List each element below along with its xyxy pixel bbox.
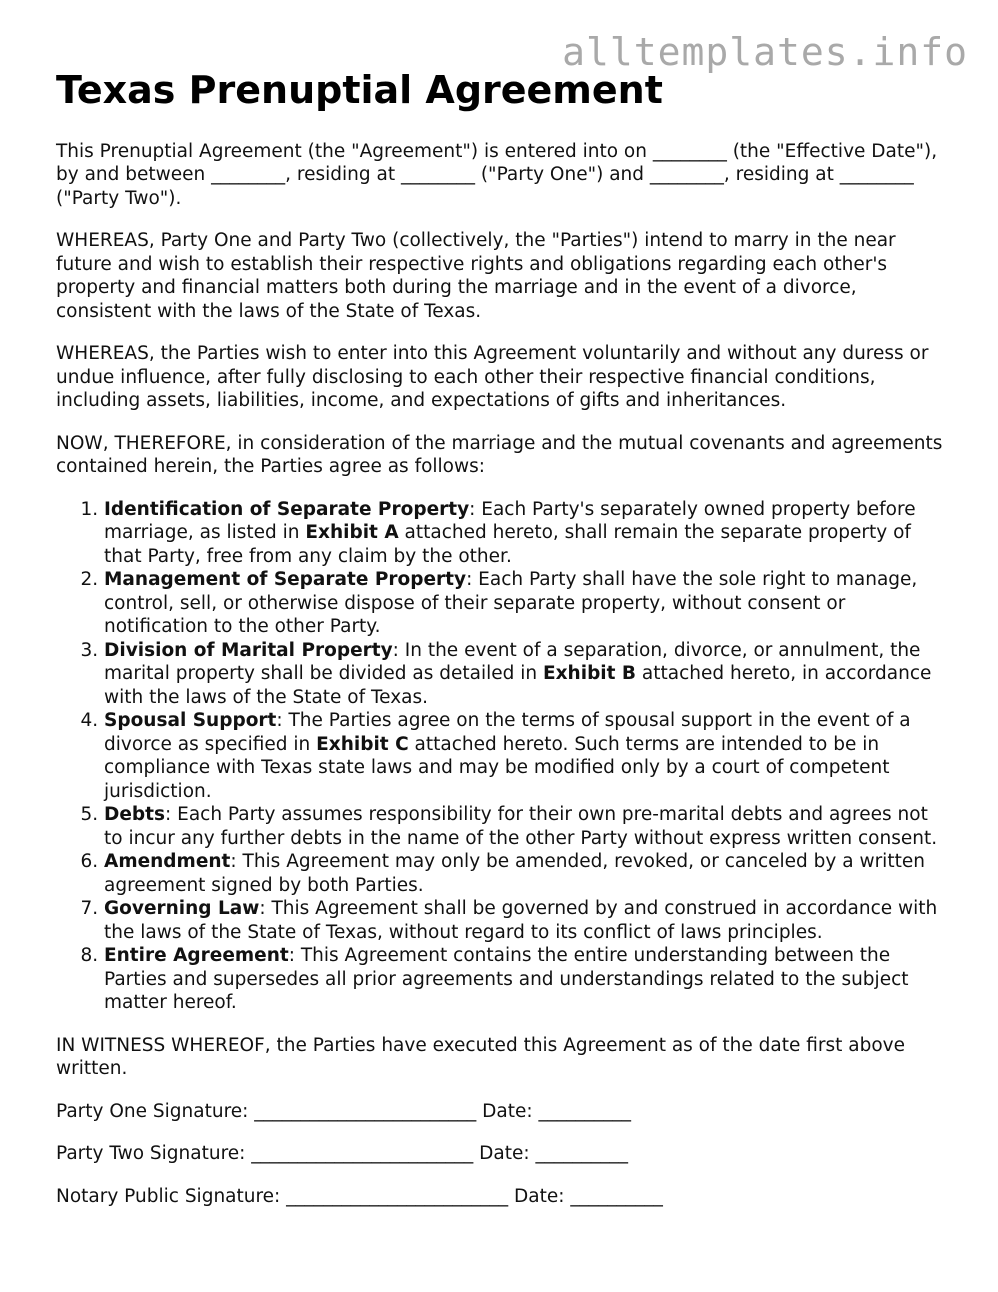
intro-paragraph: This Prenuptial Agreement (the "Agreement") is entered into on ________ (the "Effective Date"), by and between ________, residing at ________ ("Party One") and ________, residing at ________ ("Party Two"). (56, 140, 938, 209)
witness-paragraph: IN WITNESS WHEREOF, the Parties have executed this Agreement as of the date first above written. (56, 1034, 905, 1080)
clause-item: 4. Spousal Support: The Parties agree on the terms of spousal support in the event of a divorce as specified in Exhibit C attached hereto. Such terms are intended to be in compliance with Texas state laws and may be modified only by a court of competent jurisdiction. (104, 709, 946, 803)
clause-heading: Identification of Separate Property (104, 498, 470, 520)
clause-item: 7. Governing Law: This Agreement shall be governed by and construed in accordance with the laws of the State of Texas, without regard to its conflict of laws principles. (104, 897, 946, 944)
signature-line-notary: Notary Public Signature: ________________________ Date: __________ (56, 1185, 663, 1207)
exhibit-reference: Exhibit C (316, 733, 409, 755)
clause-heading: Debts (104, 804, 166, 826)
document-page (56, 70, 946, 1227)
clause-item: 3. Division of Marital Property: In the event of a separation, divorce, or annulment, the marital property shall be divided as detailed in Exhibit B attached hereto, in accordance with the laws of the State of Texas. (104, 639, 946, 710)
clause-item: 6. Amendment: This Agreement may only be amended, revoked, or canceled by a written agreement signed by both Parties. (104, 850, 946, 897)
clause-heading: Spousal Support (104, 710, 277, 732)
exhibit-reference: Exhibit A (305, 522, 399, 544)
clauses-list (56, 498, 946, 1015)
clause-item: 1. Identification of Separate Property: Each Party's separately owned property before marriage, as listed in Exhibit A attached hereto, shall remain the separate property of that Party, free from any claim by the other. (104, 498, 946, 569)
whereas-paragraph-2: WHEREAS, the Parties wish to enter into this Agreement voluntarily and without any duress or undue influence, after fully disclosing to each other their respective financial conditions, including assets, liabilities, income, and expectations of gifts and inheritances. (56, 343, 929, 412)
exhibit-reference: Exhibit B (542, 663, 637, 685)
clause-item: 8. Entire Agreement: This Agreement contains the entire understanding between the Parties and supersedes all prior agreements and understandings related to the subject matter hereof. (104, 944, 946, 1015)
whereas-paragraph-1: WHEREAS, Party One and Party Two (collectively, the "Parties") intend to marry in the near future and wish to establish their respective rights and obligations regarding each other's property and financial matters both during the marriage and in the event of a divorce, consistent with the laws of the State of Texas. (56, 230, 896, 322)
now-therefore-paragraph: NOW, THEREFORE, in consideration of the marriage and the mutual covenants and agreements contained herein, the Parties agree as follows: (56, 432, 943, 478)
clause-heading: Governing Law (104, 898, 260, 920)
signature-line-party-one: Party One Signature: ________________________ Date: __________ (56, 1100, 631, 1122)
clause-heading: Division of Marital Property (104, 639, 393, 661)
signature-line-party-two: Party Two Signature: ________________________ Date: __________ (56, 1143, 628, 1165)
clause-heading: Entire Agreement (104, 945, 289, 967)
clause-item: 2. Management of Separate Property: Each Party shall have the sole right to manage, control, sell, or otherwise dispose of their separate property, without consent or notification to the other Party. (104, 568, 946, 639)
clause-heading: Management of Separate Property (104, 569, 467, 591)
watermark: alltemplates.info (562, 30, 968, 74)
page-title: Texas Prenuptial Agreement (56, 68, 663, 112)
clause-item: 5. Debts: Each Party assumes responsibility for their own pre-marital debts and agrees not to incur any further debts in the name of the other Party without express written consent. (104, 803, 946, 850)
clause-heading: Amendment (104, 851, 231, 873)
